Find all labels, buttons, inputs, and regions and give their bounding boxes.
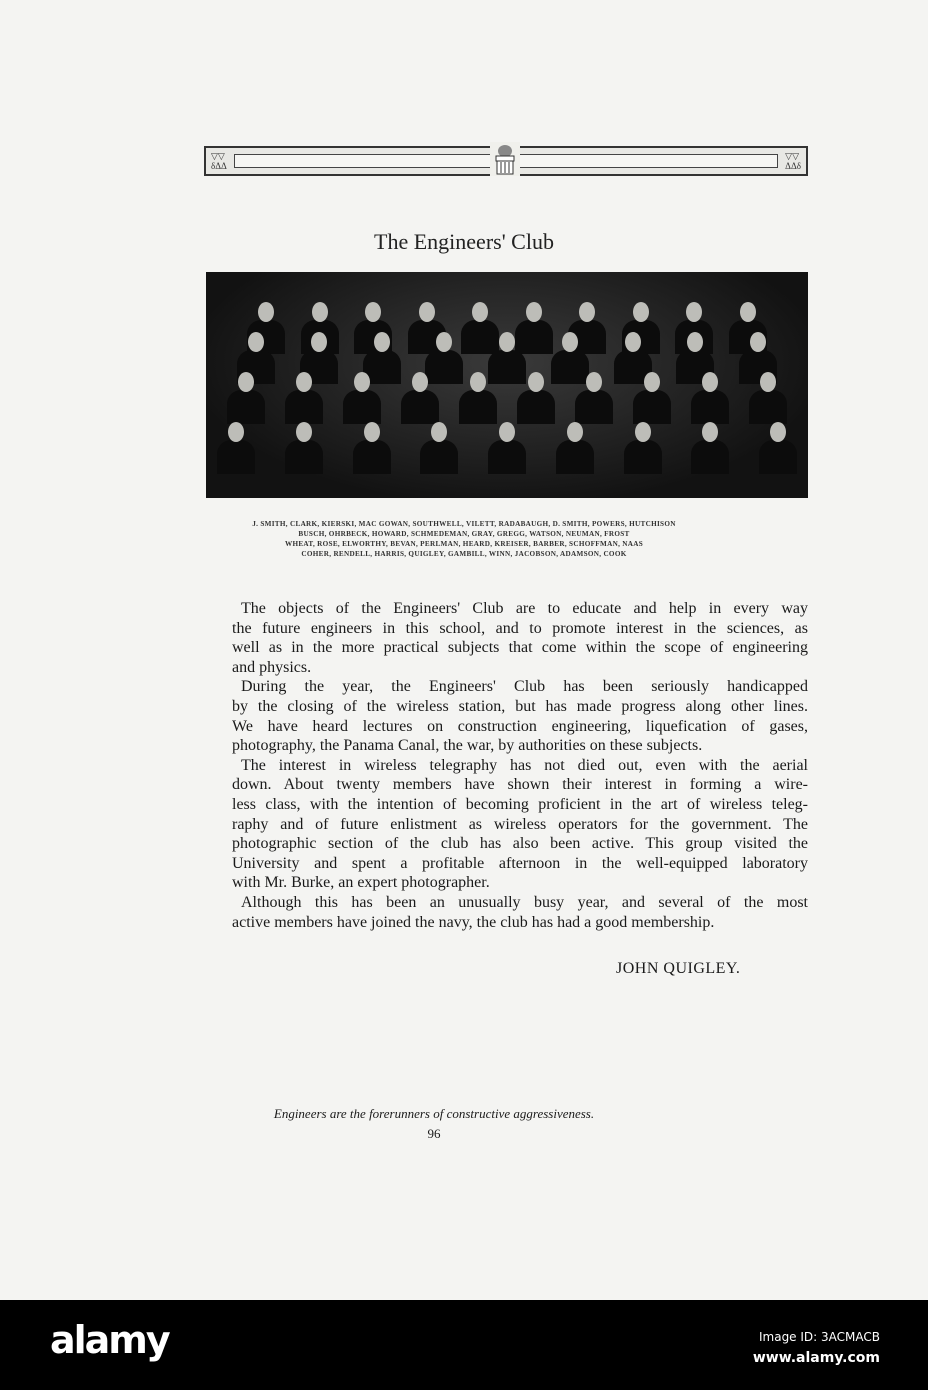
signature: JOHN QUIGLEY. bbox=[616, 960, 741, 977]
person-head bbox=[228, 422, 244, 442]
person-body bbox=[343, 390, 381, 424]
person-body bbox=[633, 390, 671, 424]
person-body bbox=[420, 440, 458, 474]
person-head bbox=[374, 332, 390, 352]
person-body bbox=[488, 440, 526, 474]
photo-caption bbox=[0, 519, 928, 559]
header-ornament bbox=[204, 146, 808, 176]
person-body bbox=[488, 350, 526, 384]
person-head bbox=[770, 422, 786, 442]
paragraph-line: down. About twenty members have shown their interest in forming a wire- bbox=[232, 776, 808, 794]
person-body bbox=[575, 390, 613, 424]
eagle-shield-icon bbox=[490, 142, 520, 176]
paragraph-line: and physics. bbox=[232, 658, 312, 676]
page-number: 96 bbox=[427, 1126, 441, 1141]
person-head bbox=[526, 302, 542, 322]
paragraph-line: the future engineers in this school, and to promote interest in the sciences, as bbox=[232, 619, 808, 637]
person-head bbox=[562, 332, 578, 352]
group-photo bbox=[206, 272, 808, 498]
person-head bbox=[499, 422, 515, 442]
person-head bbox=[760, 372, 776, 392]
alamy-logo: alamy bbox=[50, 1318, 169, 1362]
person-head bbox=[312, 302, 328, 322]
person-body bbox=[461, 320, 499, 354]
person-head bbox=[702, 372, 718, 392]
person-head bbox=[354, 372, 370, 392]
person-body bbox=[285, 440, 323, 474]
paragraph-line: The objects of the Engineers' Club are to educate and help in every way bbox=[241, 600, 808, 617]
person-body bbox=[691, 390, 729, 424]
watermark-bar bbox=[0, 1300, 928, 1390]
person-head bbox=[567, 422, 583, 442]
caption-line: COHER, RENDELL, HARRIS, QUIGLEY, GAMBILL, WINN, JACOBSON, ADAMSON, COOK bbox=[301, 550, 627, 558]
person-body bbox=[515, 320, 553, 354]
person-body bbox=[749, 390, 787, 424]
motto: Engineers are the forerunners of constructive aggressiveness. bbox=[273, 1106, 595, 1121]
person-head bbox=[644, 372, 660, 392]
person-head bbox=[472, 302, 488, 322]
paragraph-line: Although this has been an unusually busy year, and several of the most bbox=[241, 893, 808, 911]
person-body bbox=[517, 390, 555, 424]
person-head bbox=[258, 302, 274, 322]
person-body bbox=[556, 440, 594, 474]
person-body bbox=[285, 390, 323, 424]
person-head bbox=[499, 332, 515, 352]
person-body bbox=[551, 350, 589, 384]
person-body bbox=[459, 390, 497, 424]
body-text bbox=[232, 599, 808, 932]
person-body bbox=[691, 440, 729, 474]
paragraph-line: photography, the Panama Canal, the war, by authorities on these subjects. bbox=[232, 737, 703, 755]
site-url: www.alamy.com bbox=[752, 1350, 880, 1366]
person-body bbox=[227, 390, 265, 424]
person-head bbox=[364, 422, 380, 442]
image-id: Image ID: 3ACMACB bbox=[758, 1330, 880, 1344]
paragraph-line: with Mr. Burke, an expert photographer. bbox=[232, 874, 490, 892]
triangle-glyph-icon: ▽▽ δΔΔ bbox=[211, 151, 227, 171]
person-body bbox=[624, 440, 662, 474]
person-head bbox=[296, 422, 312, 442]
triangle-glyph-icon: ▽▽ ΔΔδ bbox=[785, 151, 801, 171]
person-head bbox=[750, 332, 766, 352]
paragraph-line: active members have joined the navy, the club has had a good membership. bbox=[232, 913, 715, 931]
person-body bbox=[353, 440, 391, 474]
person-body bbox=[425, 350, 463, 384]
person-head bbox=[740, 302, 756, 322]
person-head bbox=[248, 332, 264, 352]
caption-line: J. SMITH, CLARK, KIERSKI, MAC GOWAN, SOUTHWELL, VILETT, RADABAUGH, D. SMITH, POWERS, HUTCHISON bbox=[252, 520, 676, 528]
person-head bbox=[311, 332, 327, 352]
page-title: The Engineers' Club bbox=[374, 229, 554, 254]
person-head bbox=[579, 302, 595, 322]
person-head bbox=[625, 332, 641, 352]
person-head bbox=[633, 302, 649, 322]
person-head bbox=[702, 422, 718, 442]
person-head bbox=[238, 372, 254, 392]
paragraph-line: photographic section of the club has also been active. This group visited the bbox=[232, 835, 808, 853]
person-head bbox=[586, 372, 602, 392]
person-head bbox=[431, 422, 447, 442]
paragraph-line: The interest in wireless telegraphy has not died out, even with the aerial bbox=[241, 756, 808, 774]
paragraph-line: raphy and of future enlistment as wireless operators for the government. The bbox=[232, 815, 808, 833]
person-body bbox=[401, 390, 439, 424]
paragraph-line: University and spent a profitable afternoon in the well-equipped laboratory bbox=[232, 854, 808, 872]
person-head bbox=[412, 372, 428, 392]
paragraph-line: well as in the more practical subjects that come within the scope of engineering bbox=[232, 639, 808, 657]
person-head bbox=[419, 302, 435, 322]
person-head bbox=[686, 302, 702, 322]
person-head bbox=[528, 372, 544, 392]
paragraph-line: We have heard lectures on construction engineering, liquefication of gases, bbox=[232, 717, 808, 735]
person-head bbox=[365, 302, 381, 322]
person-head bbox=[470, 372, 486, 392]
person-head bbox=[436, 332, 452, 352]
paragraph-line: During the year, the Engineers' Club has been seriously handicapped bbox=[241, 678, 808, 696]
paragraph-line: by the closing of the wireless station, but has made progress along other lines. bbox=[232, 697, 808, 715]
person-head bbox=[296, 372, 312, 392]
caption-line: WHEAT, ROSE, ELWORTHY, BEVAN, PERLMAN, HEARD, KREISER, BARBER, SCHOFFMAN, NAAS bbox=[284, 540, 644, 548]
caption-line: BUSCH, OHRBECK, HOWARD, SCHMEDEMAN, GRAY, GREGG, WATSON, NEUMAN, FROST bbox=[298, 530, 630, 538]
person-head bbox=[635, 422, 651, 442]
person-body bbox=[759, 440, 797, 474]
paragraph-line: less class, with the intention of becoming proficient in the art of wireless teleg- bbox=[232, 795, 808, 813]
person-body bbox=[217, 440, 255, 474]
